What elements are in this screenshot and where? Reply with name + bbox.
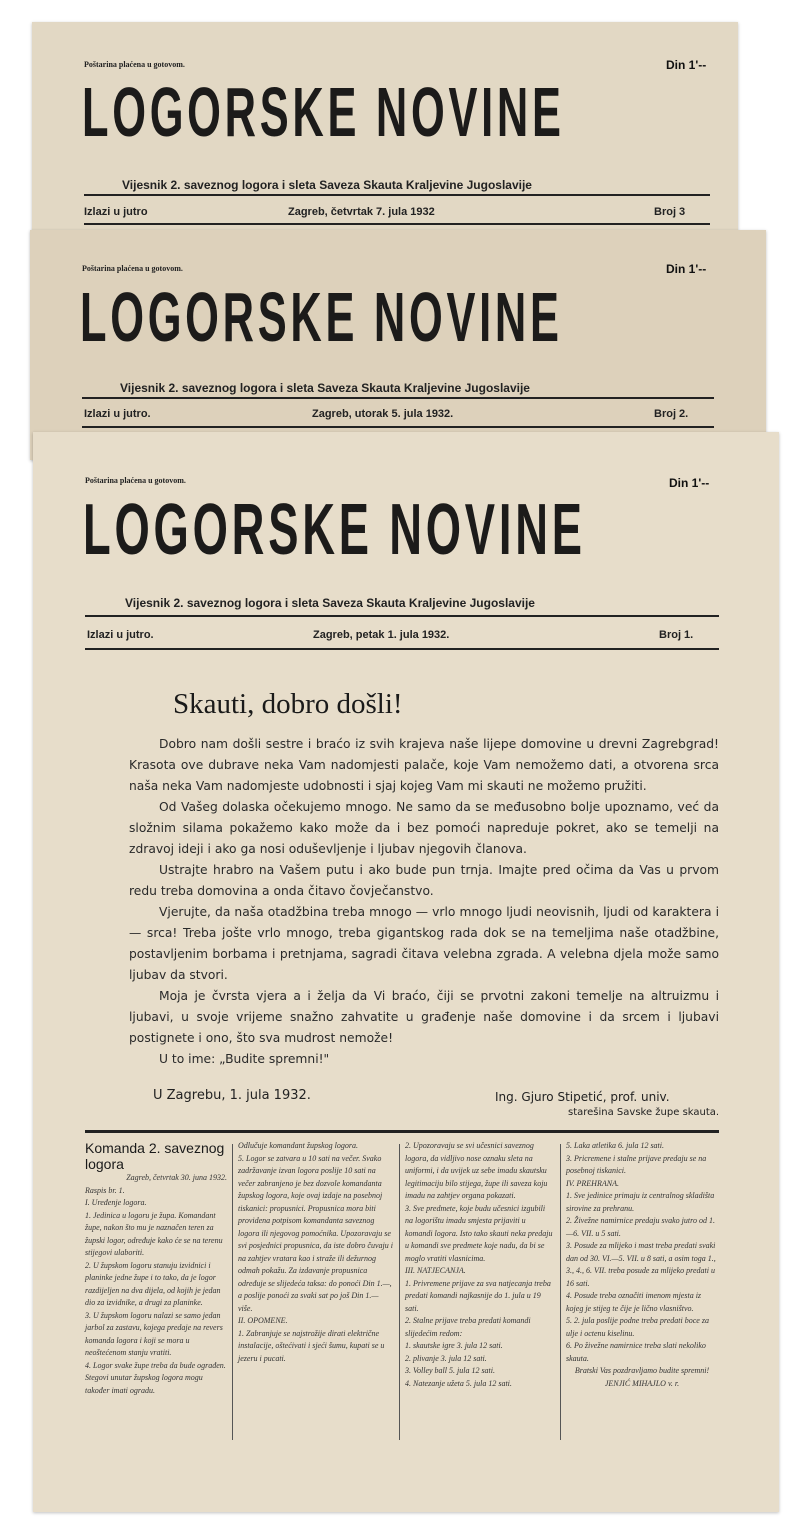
postage-note: Poštarina plaćena u gotovom. [82,264,183,273]
column-2 [238,1140,393,1365]
newspaper-issue-2 [30,230,766,460]
column-item: 5. Laka atletika 6. jula 12 sati. [566,1141,664,1150]
masthead-rule-bottom [85,648,719,650]
masthead-rule [84,194,710,196]
issue-number: Broj 1. [659,629,694,641]
article-place-date: U Zagrebu, 1. jula 1932. [153,1088,311,1103]
column-section: II. OPOMENE. [238,1316,288,1325]
column-item: 2. U župskom logoru stanuju izvidnici i planinke jedne župe i to tako, da je logor razdijeljen na dva dijela, od kojih je jedan dio za izvidnike, a drugi za planinke. [85,1260,221,1307]
masthead-title: LOGORSKE NOVINE [82,73,565,151]
column-item: 3. Pricremene i stalne prijave predaju se na posebnoj tiskanici. [566,1153,707,1175]
column-item: 1. Jedinica u logoru je župa. Komandant župe, nakon što mu je naznačen teren za župski logor, određuje kako će se na terenu stijegovi ulaboriti. [85,1210,223,1257]
article-author: Ing. Gjuro Stipetić, prof. univ. [495,1090,670,1104]
column-3 [405,1140,555,1390]
article-paragraph: U to ime: „Budite spremni!" [159,1052,330,1066]
column-item: Odlučuje komandant župskog logora. [238,1141,358,1150]
column-item: 1. Sve jedinice primaju iz centralnog skladišta sirovine za prehranu. [566,1191,715,1213]
postage-note: Poštarina plaćena u gotovom. [85,476,186,485]
masthead-rule [82,397,714,399]
column-1 [85,1140,227,1397]
masthead-rule-bottom [82,426,714,428]
column-greeting: Bratski Vas pozdravljamo budite spremni! [574,1366,710,1375]
issue-date: Zagreb, utorak 5. jula 1932. [312,408,454,420]
article-body [129,734,719,1070]
masthead-title: LOGORSKE NOVINE [80,278,563,356]
masthead-subtitle: Vijesnik 2. saveznog logora i sleta Saveza Skauta Kraljevine Jugoslavije [125,596,535,610]
column-item: 1. skautske igre 3. jula 12 sati. [405,1341,503,1350]
article-paragraph: Ustrajte hrabro na Vašem putu i ako bude pun trnja. Imajte pred očima da Vas u prvom redu treba domovina a onda čitavo čovječanstvo. [129,863,719,898]
column-item: 4. Logor svake župe treba da bude ograđen. Stegovi unutar župskog logora mogu također imati ogradu. [85,1360,226,1395]
column-item: 1. Zabranjuje se najstrožije dirati električne instalacije, oštećivati i sjeći šumu, kupati se u jezeru i pucati. [238,1328,385,1363]
column-item: 2. Stalne prijave treba predati komandi slijedećim redom: [405,1316,531,1338]
column-section: IV. PREHRANA. [566,1178,619,1188]
column-item: 3. Volley ball 5. jula 12 sati. [405,1366,495,1375]
column-signature: JENJIĆ MIHAJLO v. r. [604,1378,680,1388]
article-author-title: starešina Savske župe skauta. [568,1107,720,1118]
column-item: 1. Privremene prijave za sva natjecanja treba predati komandi najkasnije do 1. jula u 19 sati. [405,1278,551,1313]
price-label: Din 1'-- [669,476,710,490]
column-item: 5. Logor se zatvara u 10 sati na večer. Svako zadržavanje izvan logora poslije 10 sati na večer zabranjeno je bez dozvole komandanta župskog logora, koje ovaj izdaje na posebnoj tiskanici: propusnici. Propusnica mora biti providena potpisom komandanta saveznog logora ili njegovog pomoćnika. Upozoravaju se svi posjednici propusnica, da iste dobro čuvaju i na zahtjev vratara kao i straže ili dežurnog odmah pokažu. Za izdavanje propusnica određuje se slijedeća taksa: do ponoći Din 1.—, a poslije ponoći za svaki sat po još Din 1.— više. [238,1153,393,1313]
masthead-rule [85,615,719,617]
issue-date: Zagreb, četvrtak 7. jula 1932 [288,206,435,218]
masthead-title: LOGORSKE NOVINE [83,490,586,570]
column-item: 5. 2. jula poslije podne treba predati boce za ulje i octenu kiselinu. [566,1316,709,1338]
column-section: III. NATJECANJA. [405,1266,466,1275]
article-headline: Skauti, dobro došli! [173,688,403,720]
column-item: 3. Posude za mlijeko i mast treba predati svaki dan od 30. VI.—5. VII. u 8 sati, a osim toga 1., 3., 4., 6. VII. treba posude za mlijeko predati u 16 sati. [566,1241,716,1288]
newspaper-issue-1 [33,432,779,1512]
column-item: 6. Po živežne namirnice treba slati nekoliko skauta. [566,1341,706,1363]
column-item: 3. U župskom logoru nalazi se samo jedan jarbol za zastavu, kojega predaje na revers komanda logora i koji se mora u neoštećenom stanju vratiti. [85,1310,223,1357]
article-paragraph: Moja je čvrsta vjera a i želja da Vi braćo, čiji se prvotni zakoni temelje na altruizmu i ljubavi, u svoje vrijeme snažno zahvatite u građenje naše domovine i da srcem i ljubavi postignete i ono, što sva mudrost nemože! [129,989,719,1045]
publish-note: Izlazi u jutro [84,206,148,218]
column-raspis: Raspis br. 1. [85,1185,125,1195]
issue-number: Broj 2. [654,408,689,420]
column-item: 4. Natezanje užeta 5. jula 12 sati. [405,1378,512,1388]
issue-number: Broj 3 [654,206,686,218]
column-item: 2. Živežne namirnice predaju svako jutro od 1.—6. VII. u 5 sati. [566,1216,715,1238]
section-divider [85,1130,719,1133]
masthead-rule-bottom [84,223,710,225]
column-item: 2. Upozoravaju se svi učesnici saveznog logora, da vidljivo nose oznaku sleta na uniformi, i da uvijek uz sebe imadu skautsku legitimaciju bilo stijega, župe ili saveza koju imadu na zahtjev organa pokazati. [405,1141,548,1200]
postage-note: Poštarina plaćena u gotovom. [84,60,185,69]
column-title: Komanda 2. saveznog logora [85,1140,225,1172]
publish-note: Izlazi u jutro. [84,408,151,420]
price-label: Din 1'-- [666,262,707,276]
article-paragraph: Vjerujte, da naša otadžbina treba mnogo — vrlo mnogo ljudi neovisnih, ljudi od karaktera i — srca! Treba jošte vrlo mnogo, treba gigantskog rada dok se na temeljima naše otadžbine, postavljenim borbama i pretnjama, sagradi čitava velebna zgrada. A velebna djela može samo ljubav da stvori. [129,905,719,982]
column-date: Zagreb, četvrtak 30. juna 1932. [126,1173,227,1182]
column-item: 2. plivanje 3. jula 12 sati. [405,1353,487,1363]
column-item: 4. Posude treba označiti imenom mjesta iz kojeg je stijeg te čije je lično vlasništvo. [566,1291,702,1313]
article-paragraph: Dobro nam došli sestre i braćo iz svih krajeva naše lijepe domovine u drevni Zagrebgrad! Krasota ove dubrave neka Vam nadomjesti palače, koje Vam nemožemo dati, a otvorena srca naša neka Vam nadomjeste udobnosti i sjaj kojeg Vam mi skauti ne možemo pružiti. [129,737,719,793]
issue-date: Zagreb, petak 1. jula 1932. [313,629,450,641]
column-divider [560,1144,561,1440]
column-item: 3. Sve predmete, koje budu učesnici izgubili na logorištu imadu smjesta prijaviti u komandi logora. Isto tako skauti neka predaju u komandi sve predmete koje nadu, da bi se moglo vratiti vlasnicima. [405,1203,553,1263]
price-label: Din 1'-- [666,58,707,72]
article-paragraph: Od Vašeg dolaska očekujemo mnogo. Ne samo da se međusobno bolje upoznamo, već da složnim silama pokažemo kako može da i bez pomoći napreduje pokret, ako se temelji na zdravoj ideji i ako ga nosi oduševljenje i ljubav njegovih članova. [129,800,719,856]
masthead-subtitle: Vijesnik 2. saveznog logora i sleta Saveza Skauta Kraljevine Jugoslavije [120,381,530,395]
publish-note: Izlazi u jutro. [87,629,154,641]
column-divider [399,1144,400,1440]
column-section: I. Uređenje logora. [85,1198,147,1207]
column-divider [232,1144,233,1440]
masthead-subtitle: Vijesnik 2. saveznog logora i sleta Saveza Skauta Kraljevine Jugoslavije [122,178,532,192]
column-4 [566,1140,718,1390]
